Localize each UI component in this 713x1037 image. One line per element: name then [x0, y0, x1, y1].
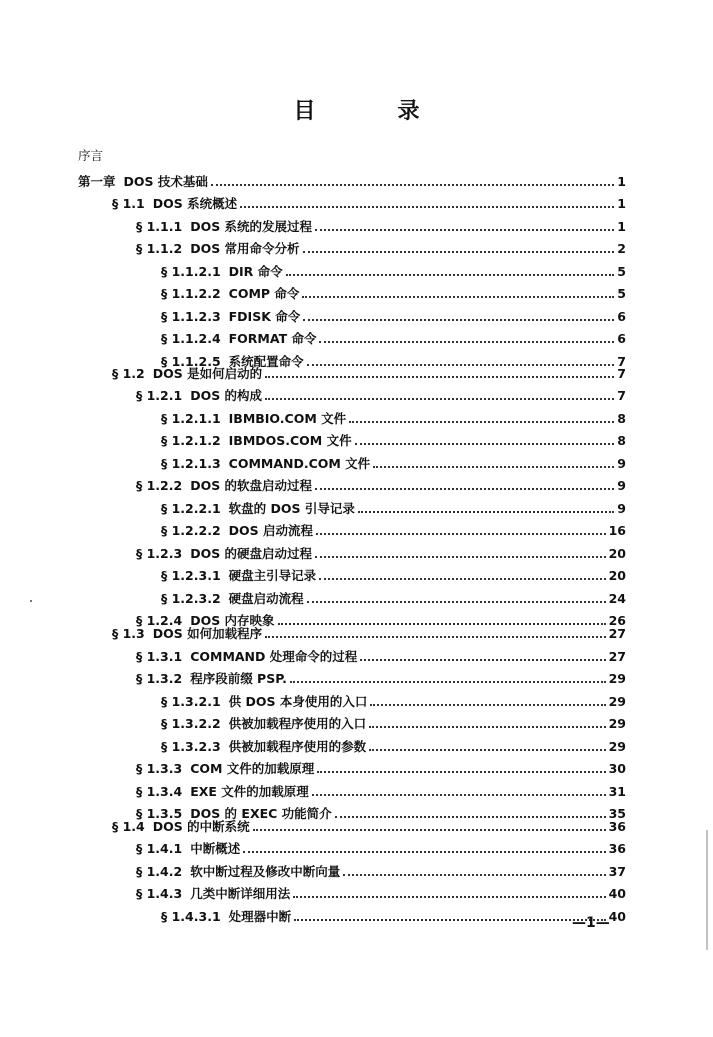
toc-entry [112, 624, 626, 642]
dot-leader [315, 556, 606, 558]
toc-entry-number: § 1.2.1 [136, 388, 183, 403]
toc-entry-number: § 1.2.2 [136, 478, 183, 493]
toc-entry-number: § 1.3 [112, 626, 145, 641]
toc-entry-page: 5 [617, 264, 626, 279]
toc-entry-page: 5 [617, 286, 626, 301]
toc-entry [136, 759, 626, 777]
dot-leader [358, 511, 614, 513]
toc-entry-number: § 1.3.3 [136, 761, 183, 776]
toc-entry-number: § 1.4.3 [136, 886, 183, 901]
toc-entry-page: 9 [617, 478, 626, 493]
dot-leader [253, 829, 606, 831]
dot-leader [312, 794, 606, 796]
toc-entry-number: § 1.2.3.1 [161, 568, 221, 583]
toc-entry-number: § 1.4.3.1 [161, 909, 221, 924]
toc-entry-title: 处理器中断 [228, 909, 292, 924]
toc-entry-number: § 1.1.2.2 [161, 286, 221, 301]
toc-entry-title: DOS 的构成 [190, 388, 263, 403]
toc-entry-title: DOS 的软盘启动过程 [190, 478, 313, 493]
toc-entry-title: DOS 系统的发展过程 [190, 219, 313, 234]
toc-entry-number: § 1.2.4 [136, 613, 183, 628]
scan-mark [30, 600, 32, 602]
toc-entry-page: 7 [617, 366, 626, 381]
toc-entry [78, 172, 626, 190]
toc-entry [112, 364, 626, 382]
dot-leader [319, 578, 605, 580]
page-title: 目 录 [293, 99, 450, 124]
dot-leader [265, 636, 605, 638]
toc-entry-number: § 1.2.1.3 [161, 456, 221, 471]
dot-leader [316, 533, 606, 535]
toc-entry-number: § 1.2.3 [136, 546, 183, 561]
toc-entry-title: 供 DOS 本身使用的入口 [228, 694, 368, 709]
toc-entry [136, 239, 626, 257]
toc-entry-page: 1 [617, 196, 626, 211]
toc-entry [161, 284, 626, 302]
toc-entry-title: DOS 常用命令分析 [190, 241, 300, 256]
dot-leader [211, 184, 614, 186]
toc-entry-title: 系统配置命令 [228, 354, 304, 369]
toc-entry-number: § 1.3.5 [136, 806, 183, 821]
toc-entry [161, 499, 626, 517]
toc-entry [161, 307, 626, 325]
toc-entry-title: COM 文件的加载原理 [190, 761, 315, 776]
toc-entry-number: § 1.1.2.1 [161, 264, 221, 279]
toc-entry-page: 30 [608, 761, 626, 776]
toc-entry-page: 29 [608, 739, 626, 754]
toc-entry [136, 544, 626, 562]
toc-entry-title: DOS 如何加载程序 [152, 626, 263, 641]
toc-entry [161, 409, 626, 427]
dot-leader [369, 749, 605, 751]
dot-leader [303, 319, 614, 321]
toc-entry [136, 839, 626, 857]
toc-entry-title: COMP 命令 [228, 286, 300, 301]
toc-entry-page: 8 [617, 411, 626, 426]
dot-leader [290, 681, 606, 683]
toc-entry-page: 20 [608, 546, 626, 561]
toc-entry-title: 硬盘启动流程 [228, 591, 304, 606]
toc-entry [112, 817, 626, 835]
dot-leader [343, 874, 605, 876]
toc-entry-page: 29 [608, 694, 626, 709]
toc-entry-title: DOS 技术基础 [123, 174, 208, 189]
dot-leader [286, 274, 615, 276]
toc-entry-title: 中断概述 [190, 841, 241, 856]
dot-leader [293, 896, 605, 898]
toc-entry-number: § 1.2.1.2 [161, 433, 221, 448]
toc-entry-number: § 1.3.1 [136, 649, 183, 664]
toc-entry [136, 476, 626, 494]
dot-leader [373, 466, 614, 468]
toc-entry-page: 27 [608, 649, 626, 664]
toc-entry [136, 647, 626, 665]
toc-entry-page: 1 [617, 219, 626, 234]
dot-leader [349, 421, 614, 423]
toc-entry-title: IBMBIO.COM 文件 [228, 411, 347, 426]
toc-entry [161, 589, 626, 607]
toc-entry-page: 9 [617, 456, 626, 471]
toc-entry-number: § 1.4.1 [136, 841, 183, 856]
toc-entry-title: 几类中断详细用法 [190, 886, 291, 901]
toc-entry-title: DOS 启动流程 [228, 523, 313, 538]
toc-entry-page: 7 [617, 354, 626, 369]
toc-entry-page: 24 [608, 591, 626, 606]
toc-entry [78, 146, 626, 164]
toc-entry [161, 566, 626, 584]
toc-entry-number: § 1.4.2 [136, 864, 183, 879]
toc-entry-title: COMMAND.COM 文件 [228, 456, 371, 471]
toc-entry-page: 16 [608, 523, 626, 538]
toc-entry-number: § 1.3.2 [136, 671, 183, 686]
toc-entry-title: 序言 [78, 148, 104, 163]
toc-entry-number: § 1.1.2.5 [161, 354, 221, 369]
toc-entry-title: 软中断过程及修改中断向量 [190, 864, 341, 879]
toc-entry-title: DOS 的中断系统 [152, 819, 250, 834]
toc-entry-title: 供被加载程序使用的入口 [228, 716, 367, 731]
toc-entry-title: COMMAND 处理命令的过程 [190, 649, 358, 664]
dot-leader [307, 601, 606, 603]
toc-entry-number: § 1.1.2 [136, 241, 183, 256]
toc-entry [161, 454, 626, 472]
scan-mark [706, 830, 708, 950]
dot-leader [355, 443, 615, 445]
toc-entry-number: § 1.2 [112, 366, 145, 381]
toc-entry [161, 521, 626, 539]
toc-entry [161, 262, 626, 280]
toc-entry [161, 737, 626, 755]
toc-entry-title: DOS 的 EXEC 功能简介 [190, 806, 332, 821]
toc-entry-page: 26 [608, 613, 626, 628]
toc-entry-title: DOS 内存映象 [190, 613, 275, 628]
toc-entry-number: § 1.1.2.4 [161, 331, 221, 346]
toc-entry-number: § 1.1.1 [136, 219, 183, 234]
toc-entry-number: § 1.2.3.2 [161, 591, 221, 606]
toc-entry-number: § 1.2.2.1 [161, 501, 221, 516]
toc-entry-page: 27 [608, 626, 626, 641]
dot-leader [243, 851, 605, 853]
toc-entry [112, 194, 626, 212]
toc-entry-page: 29 [608, 716, 626, 731]
dot-leader [369, 726, 605, 728]
toc-entry-page: 29 [608, 671, 626, 686]
toc-entry-number: § 1.3.2.3 [161, 739, 221, 754]
toc-entry-number: § 1.2.1.1 [161, 411, 221, 426]
toc-entry [136, 217, 626, 235]
toc-entry [161, 907, 626, 925]
toc-entry-title: FDISK 命令 [228, 309, 301, 324]
dot-leader [265, 376, 614, 378]
page-number: —1— [572, 915, 610, 931]
toc-entry-page: 36 [608, 819, 626, 834]
toc-entry-title: 程序段前缀 PSP. [190, 671, 287, 686]
toc-entry-number: § 1.3.2.2 [161, 716, 221, 731]
toc-entry-page: 6 [617, 331, 626, 346]
toc-entry-title: EXE 文件的加载原理 [190, 784, 309, 799]
toc-entry-page: 36 [608, 841, 626, 856]
dot-leader [303, 251, 615, 253]
dot-leader [302, 296, 614, 298]
toc-entry-page: 8 [617, 433, 626, 448]
toc-entry-page: 31 [608, 784, 626, 799]
toc-entry [161, 714, 626, 732]
dot-leader [315, 229, 614, 231]
toc-entry-title: 软盘的 DOS 引导记录 [228, 501, 355, 516]
dot-leader [317, 771, 605, 773]
toc-entry-number: § 1.1 [112, 196, 145, 211]
dot-leader [315, 488, 614, 490]
toc-entry-page: 40 [608, 886, 626, 901]
toc-entry-page: 6 [617, 309, 626, 324]
toc-entry-number: § 1.4 [112, 819, 145, 834]
toc-entry-page: 37 [608, 864, 626, 879]
toc-entry [161, 692, 626, 710]
toc-entry-page: 7 [617, 388, 626, 403]
toc-entry [136, 862, 626, 880]
toc-entry-title: 供被加载程序使用的参数 [228, 739, 367, 754]
toc-entry [136, 884, 626, 902]
toc-entry-number: § 1.3.2.1 [161, 694, 221, 709]
toc-entry-title: DOS 是如何启动的 [152, 366, 263, 381]
toc-entry-title: DIR 命令 [228, 264, 283, 279]
dot-leader [360, 659, 605, 661]
dot-leader [370, 704, 605, 706]
toc-entry-title: 硬盘主引导记录 [228, 568, 317, 583]
toc-entry-page: 40 [608, 909, 626, 924]
dot-leader [294, 919, 605, 921]
toc-entry-page: 2 [617, 241, 626, 256]
toc-entry [136, 782, 626, 800]
toc-entry-page: 20 [608, 568, 626, 583]
toc-entry [136, 386, 626, 404]
dot-leader [319, 341, 614, 343]
toc-entry-title: DOS 系统概述 [152, 196, 238, 211]
toc-entry-number: § 1.3.4 [136, 784, 183, 799]
toc-entry-page: 35 [608, 806, 626, 821]
toc-entry-number: 第一章 [78, 174, 116, 189]
toc-entry [136, 669, 626, 687]
toc-entry [161, 431, 626, 449]
dot-leader [240, 206, 614, 208]
toc-entry-number: § 1.1.2.3 [161, 309, 221, 324]
toc-entry [161, 329, 626, 347]
toc-entry-title: IBMDOS.COM 文件 [228, 433, 352, 448]
toc-entry-title: DOS 的硬盘启动过程 [190, 546, 313, 561]
toc-entry-page: 1 [617, 174, 626, 189]
toc-entry-title: FORMAT 命令 [228, 331, 317, 346]
toc-entry-number: § 1.2.2.2 [161, 523, 221, 538]
toc-entry-page: 9 [617, 501, 626, 516]
dot-leader [265, 398, 614, 400]
